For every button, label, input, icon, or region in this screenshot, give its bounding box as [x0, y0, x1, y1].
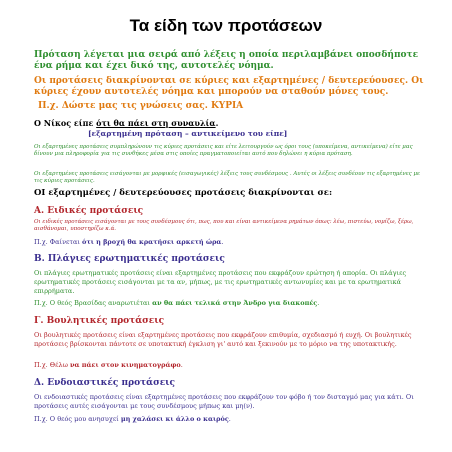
- section-d-example-bold: μη χαλάσει κι άλλο ο καιρός: [120, 415, 229, 423]
- section-b-example-tail: .: [317, 299, 320, 307]
- tiny-note-2: Οι εξαρτημένες προτάσεις εισάγονται με μορφικές (εισαγωγικές) λέξεις τους συνδέσμους . Αυτές οι λέξεις συνδέουν τις εξαρτημένες με τις κύριες προτάσεις.: [34, 171, 420, 185]
- section-a-example-lead: Π.χ. Φαίνεται: [34, 238, 82, 246]
- section-a-example-tail: .: [221, 238, 224, 246]
- section-a-desc: Οι ειδικές προτάσεις εισάγονται με τους συνδέσμους ότι, πως, που και είναι αντικείμενα ρημάτων όπως: λέω, πιστεύω, νομίζω, ξέρω, αισθάνομαι, υποστηρίζω κ.ά.: [34, 219, 414, 233]
- nikos-underlined: ότι θα πάει στη συναυλία: [96, 118, 216, 128]
- section-d-heading: Δ. Ενδοιαστικές προτάσεις: [34, 378, 176, 388]
- section-c-example: [34, 361, 426, 370]
- section-b-heading: Β. Πλάγιες ερωτηματικές προτάσεις: [34, 254, 225, 264]
- section-c-desc: Οι βουλητικές προτάσεις είναι εξαρτημένες προτάσεις που εκφράζουν επιθυμία, σχεδιασμό ή ευχή. Οι βουλητικές προτάσεις βρίσκονται πάντοτε σε υποτακτική έγκλιση γι' αυτό και ξεκινούν με το μόριο να της υποτακτικής.: [34, 331, 412, 348]
- section-c-example-tail: .: [180, 361, 183, 369]
- section-a-example: [34, 238, 426, 247]
- section-d-example: [34, 415, 426, 424]
- section-c-example-lead: Π.χ. Θέλω: [34, 361, 70, 369]
- section-c-heading: Γ. Βουλητικές προτάσεις: [34, 316, 165, 326]
- section-d-example-lead: Π.χ. Ο θεός μου ανησυχεί: [34, 415, 121, 423]
- section-d-example-tail: .: [228, 415, 231, 423]
- section-b-example-bold: αν θα πάει τελικά στην Άνδρο για διακοπές: [152, 299, 318, 307]
- nikos-lead: Ο Νίκος είπε: [34, 118, 97, 128]
- main-clause-example: Π.χ. Δώστε μας τις γνώσεις σας. ΚΥΡΙΑ: [38, 101, 244, 111]
- section-a-example-bold: ότι η βροχή θα κρατήσει αρκετή ώρα: [82, 238, 222, 246]
- dependent-heading: ΟΙ εξαρτημένες / δευτερεύουσες προτάσεις διακρίνονται σε:: [34, 188, 333, 198]
- division-paragraph: Οι προτάσεις διακρίνονται σε κύριες και εξαρτημένες / δευτερεύουσες. Οι κύριες έχουν αυτοτελές νόημα και μπορούν να σταθούν μόνες τους.: [34, 76, 424, 97]
- nikos-note: [εξαρτημένη πρόταση – αντικείμενο του είπε]: [88, 129, 288, 138]
- section-b-example-lead: Π.χ. Ο θεός Βρασίδας αναρωτιέται: [34, 299, 153, 307]
- section-c-example-bold: να πάει στον κινηματογράφο: [70, 361, 181, 369]
- section-d-desc: Οι ενδοιαστικές προτάσεις είναι εξαρτημένες προτάσεις που εκφράζουν τον φόβο ή τον δισταγμό μας για κάτι. Οι προτάσεις αυτές εισάγονται με τους συνδέσμους μήπως και μη(ν).: [34, 393, 414, 410]
- tiny-note-1: Οι εξαρτημένες προτάσεις συμπληρώνουν τις κύριες προτάσεις και είτε λειτουργούν ως όροι τους (υποκείμενα, αντικείμενα) είτε μας δίνουν μια πληροφορία για τις συνθήκες μέσα στις οποίες πραγματοποιείται αυτό που δηλώνει η κύρια πρόταση.: [34, 144, 413, 158]
- section-b-example: [34, 299, 426, 308]
- nikos-tail: .: [215, 118, 219, 128]
- section-b-desc: Οι πλάγιες ερωτηματικές προτάσεις είναι εξαρτημένες προτάσεις που εκφράζουν ερώτηση ή απορία. Οι πλάγιες ερωτηματικές προτάσεις εισάγονται με τα αν, μήπως, με τις ερωτηματικές αντωνυμίες και με τα ερωτηματικά επιρρήματα.: [34, 269, 407, 295]
- nikos-example: [34, 119, 426, 129]
- page-title: Τα είδη των προτάσεων: [129, 16, 323, 35]
- definition-paragraph: Πρόταση λέγεται μια σειρά από λέξεις η οποία περιλαμβάνει οποσδήποτε ένα ρήμα και έχει δικό της, αυτοτελές νόημα.: [34, 50, 419, 71]
- section-a-heading: Α. Ειδικές προτάσεις: [34, 206, 144, 216]
